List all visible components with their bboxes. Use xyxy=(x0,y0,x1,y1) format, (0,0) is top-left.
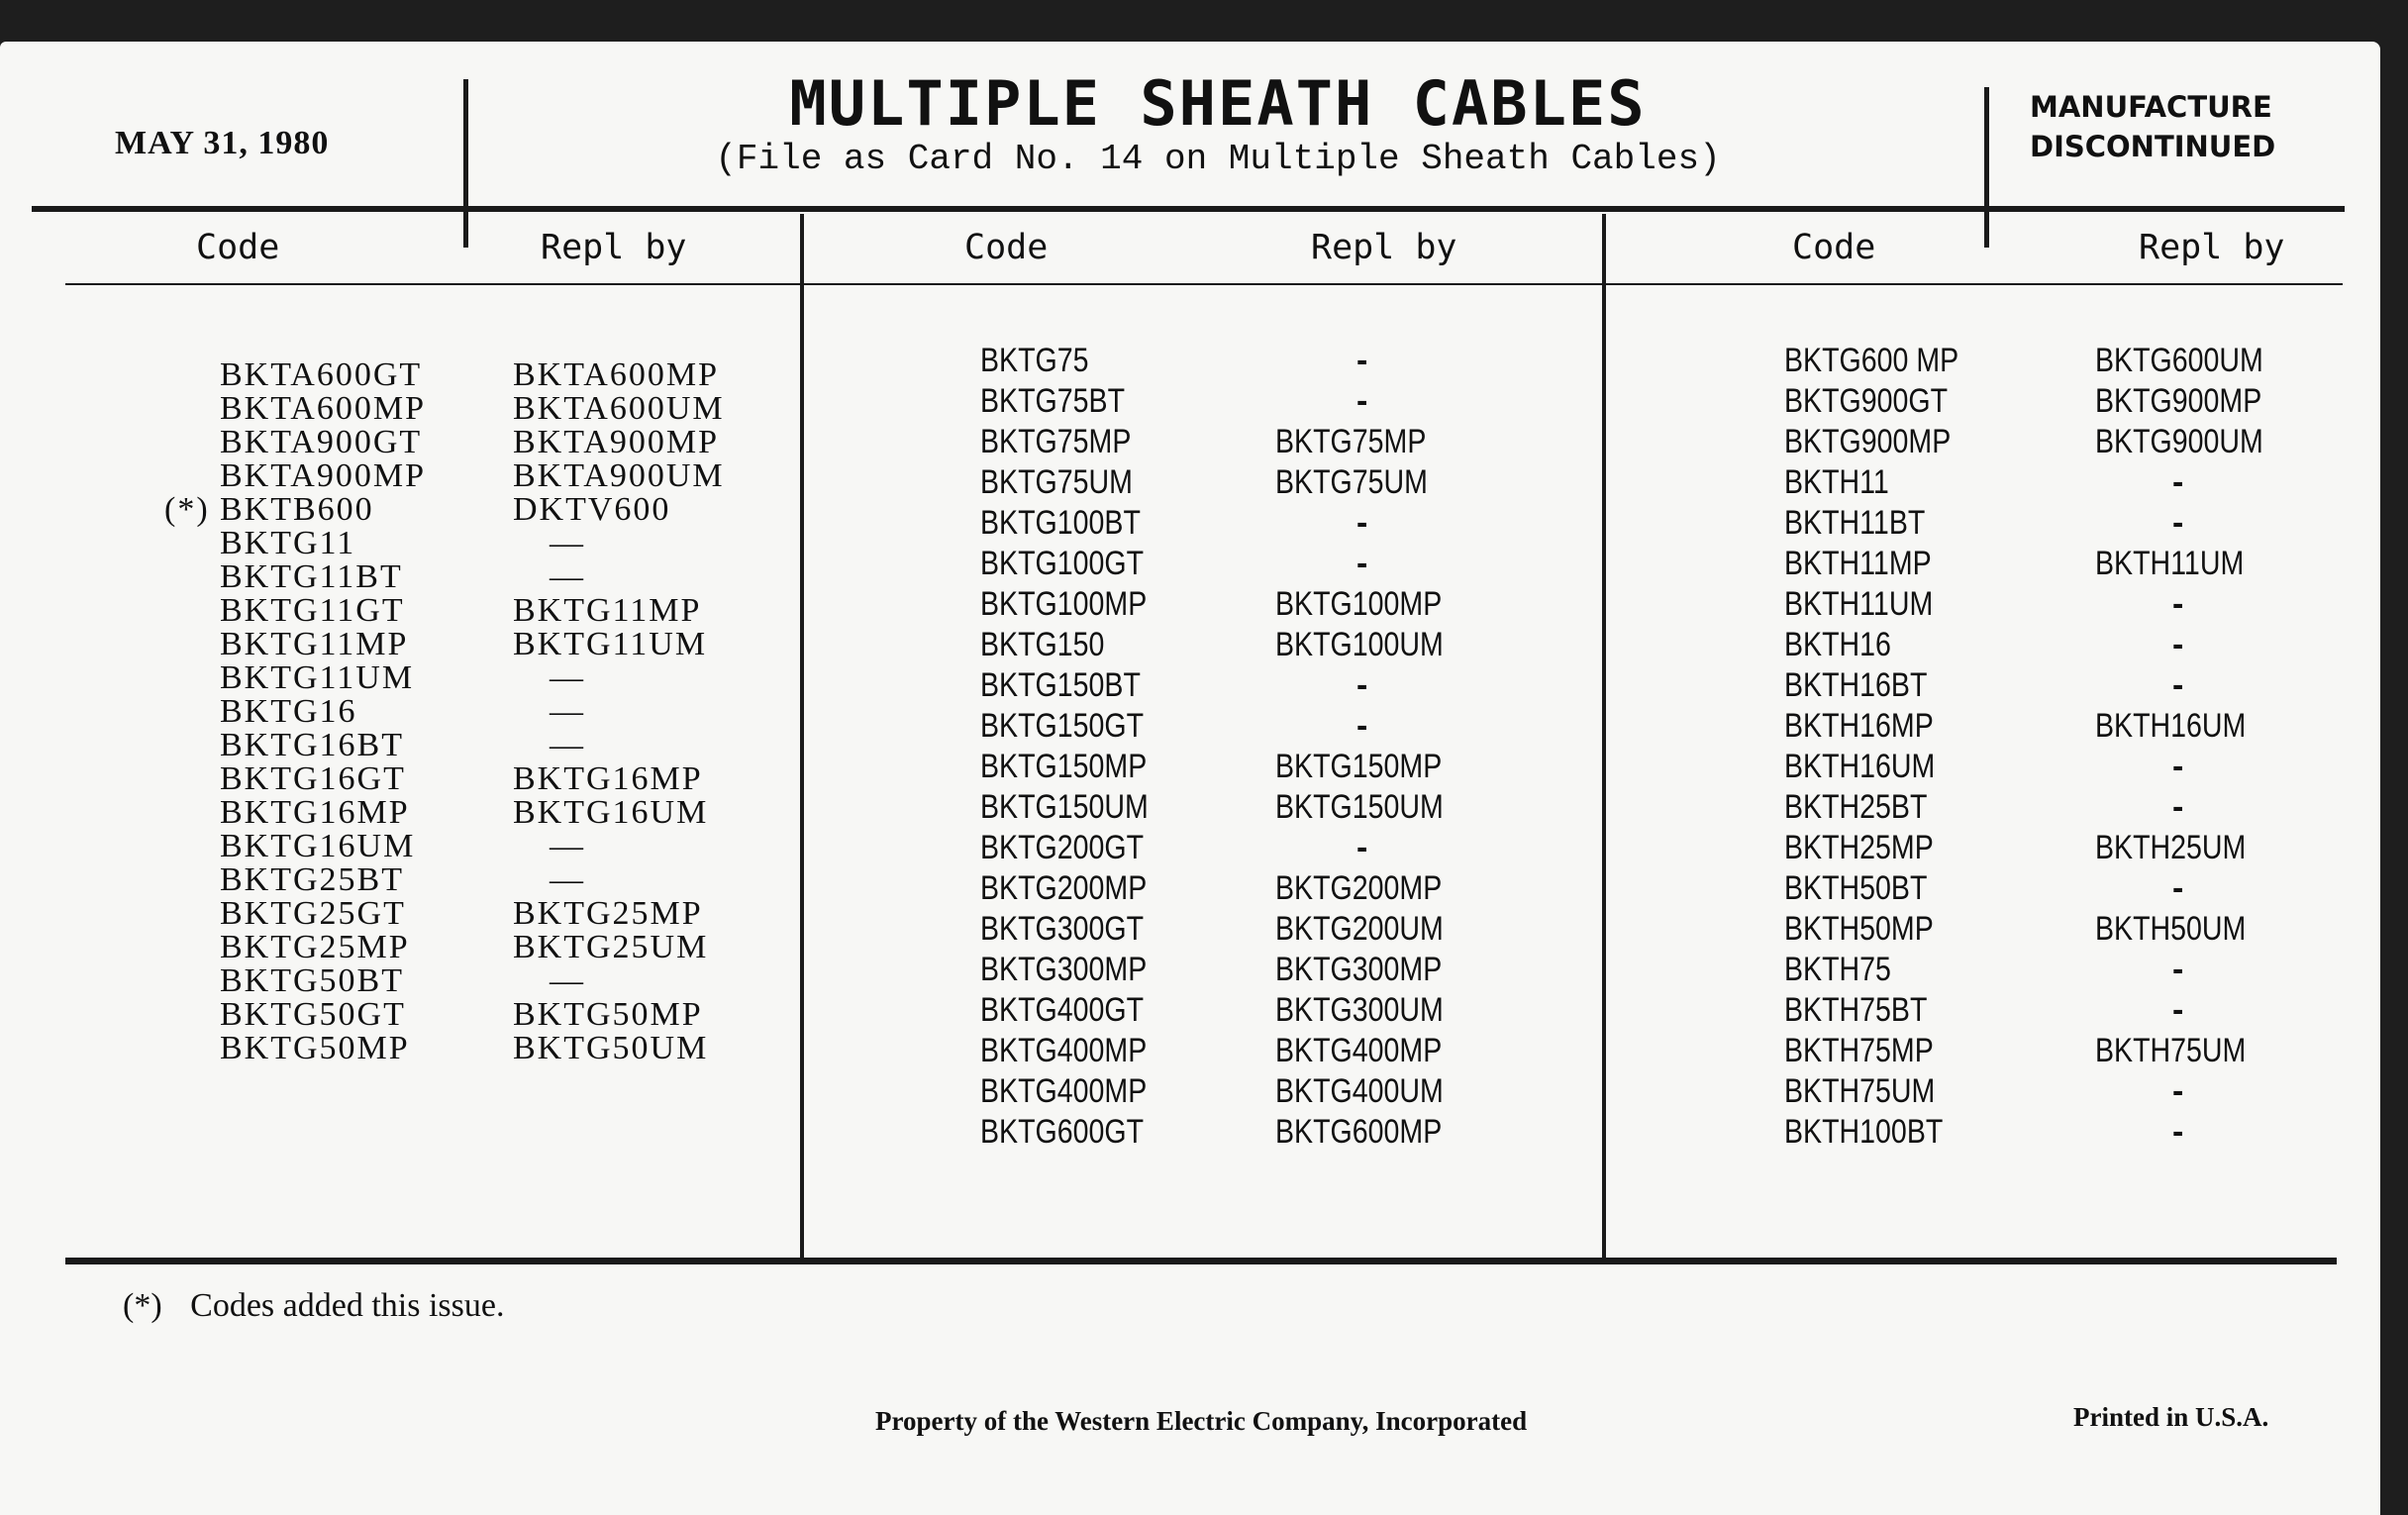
repl-cell: - xyxy=(2172,463,2184,501)
code-cell: BKTB600 xyxy=(220,491,374,528)
header-divider-right xyxy=(1984,87,1989,248)
repl-cell: BKTH25UM xyxy=(2095,829,2247,866)
repl-cell: BKTG11UM xyxy=(513,626,708,662)
repl-cell: BKTA900MP xyxy=(513,424,719,460)
code-cell: BKTG600 MP xyxy=(1784,342,1959,379)
repl-cell: BKTA600UM xyxy=(513,390,725,427)
code-cell: BKTG16GT xyxy=(220,760,406,797)
repl-cell: BKTG600UM xyxy=(2095,342,2263,379)
header-divider-left xyxy=(463,79,468,248)
repl-cell: DKTV600 xyxy=(513,491,671,528)
repl-cell: - xyxy=(1356,707,1368,745)
repl-cell: - xyxy=(1356,342,1368,379)
added-marker: (*) xyxy=(164,491,210,528)
status-note xyxy=(2030,87,2347,166)
repl-cell: BKTH75UM xyxy=(2095,1032,2247,1069)
document-card xyxy=(0,42,2380,1515)
code-cell: BKTG16 xyxy=(220,693,357,730)
page-subtitle: (File as Card No. 14 on Multiple Sheath Cables) xyxy=(715,139,1721,179)
code-cell: BKTA900MP xyxy=(220,457,426,494)
code-cell: BKTG100MP xyxy=(980,585,1148,623)
code-cell: BKTG200MP xyxy=(980,869,1148,907)
repl-cell: BKTG600MP xyxy=(1275,1113,1443,1151)
repl-cell: BKTG100UM xyxy=(1275,626,1444,663)
status-line-2: DISCONTINUED xyxy=(2030,130,2276,163)
code-cell: BKTG75 xyxy=(980,342,1089,379)
code-cell: BKTG400MP xyxy=(980,1032,1148,1069)
code-cell: BKTG50MP xyxy=(220,1030,410,1066)
repl-cell: BKTG200UM xyxy=(1275,910,1444,948)
code-cell: BKTG200GT xyxy=(980,829,1145,866)
repl-cell: — xyxy=(550,659,585,696)
repl-cell: BKTG400MP xyxy=(1275,1032,1443,1069)
code-cell: BKTG11BT xyxy=(220,558,403,595)
col2-code-header: Code xyxy=(964,228,1049,267)
code-cell: BKTH50BT xyxy=(1784,869,1928,907)
col2-repl-header: Repl by xyxy=(1311,228,1457,267)
repl-cell: BKTG900MP xyxy=(2095,382,2262,420)
repl-cell: — xyxy=(550,828,585,864)
code-cell: BKTH16BT xyxy=(1784,666,1928,704)
code-cell: BKTA900GT xyxy=(220,424,423,460)
code-cell: BKTH16UM xyxy=(1784,748,1936,785)
code-cell: BKTG75BT xyxy=(980,382,1126,420)
column-divider-2 xyxy=(1602,214,1606,1263)
issue-date: MAY 31, 1980 xyxy=(115,125,330,161)
code-cell: BKTH100BT xyxy=(1784,1113,1944,1151)
code-cell: BKTH16 xyxy=(1784,626,1891,663)
code-cell: BKTG900MP xyxy=(1784,423,1952,460)
code-cell: BKTG50GT xyxy=(220,996,406,1033)
printed-in-notice: Printed in U.S.A. xyxy=(2073,1402,2269,1432)
code-cell: BKTG400GT xyxy=(980,991,1145,1029)
code-cell: BKTG25MP xyxy=(220,929,410,965)
code-cell: BKTA600MP xyxy=(220,390,426,427)
repl-cell: — xyxy=(550,861,585,898)
code-cell: BKTG150MP xyxy=(980,748,1148,785)
repl-cell: - xyxy=(2172,666,2184,704)
repl-cell: BKTH16UM xyxy=(2095,707,2247,745)
code-cell: BKTG11 xyxy=(220,525,356,561)
repl-cell: — xyxy=(550,962,585,999)
status-line-1: MANUFACTURE xyxy=(2030,90,2272,124)
code-cell: BKTG600GT xyxy=(980,1113,1145,1151)
column-divider-1 xyxy=(800,214,804,1263)
code-cell: BKTH50MP xyxy=(1784,910,1934,948)
repl-cell: BKTG100MP xyxy=(1275,585,1443,623)
code-cell: BKTG50BT xyxy=(220,962,404,999)
code-cell: BKTH25BT xyxy=(1784,788,1928,826)
code-cell: BKTG150 xyxy=(980,626,1105,663)
repl-cell: BKTG300UM xyxy=(1275,991,1444,1029)
code-cell: BKTG11MP xyxy=(220,626,409,662)
code-cell: BKTA600GT xyxy=(220,356,423,393)
repl-cell: BKTH50UM xyxy=(2095,910,2247,948)
code-cell: BKTG11UM xyxy=(220,659,415,696)
repl-cell: — xyxy=(550,525,585,561)
repl-cell: BKTG16MP xyxy=(513,760,703,797)
repl-cell: BKTG300MP xyxy=(1275,951,1443,988)
code-cell: BKTG400MP xyxy=(980,1072,1148,1110)
code-cell: BKTG16BT xyxy=(220,727,404,763)
footnote-marker: (*) xyxy=(123,1287,162,1324)
repl-cell: - xyxy=(2172,788,2184,826)
repl-cell: - xyxy=(2172,1072,2184,1110)
code-cell: BKTG150BT xyxy=(980,666,1141,704)
repl-cell: - xyxy=(2172,951,2184,988)
col3-code-header: Code xyxy=(1792,228,1876,267)
repl-cell: BKTG50MP xyxy=(513,996,703,1033)
repl-cell: - xyxy=(1356,504,1368,542)
table-bottom-rule xyxy=(65,1258,2337,1264)
repl-cell: BKTG11MP xyxy=(513,592,702,629)
code-cell: BKTH25MP xyxy=(1784,829,1934,866)
page-title: MULTIPLE SHEATH CABLES xyxy=(789,67,1647,140)
code-cell: BKTH75UM xyxy=(1784,1072,1936,1110)
header-rule xyxy=(32,206,2345,212)
repl-cell: - xyxy=(2172,748,2184,785)
property-notice: Property of the Western Electric Company, Incorporated xyxy=(875,1406,1528,1436)
repl-cell: - xyxy=(1356,545,1368,582)
col1-repl-header: Repl by xyxy=(541,228,687,267)
repl-cell: - xyxy=(2172,585,2184,623)
code-cell: BKTG16MP xyxy=(220,794,410,831)
column-header-rule xyxy=(65,283,2343,285)
code-cell: BKTG300MP xyxy=(980,951,1148,988)
repl-cell: - xyxy=(2172,504,2184,542)
repl-cell: - xyxy=(1356,829,1368,866)
footnote xyxy=(123,1287,504,1325)
repl-cell: BKTG200MP xyxy=(1275,869,1443,907)
footnote-text: Codes added this issue. xyxy=(190,1287,505,1324)
code-cell: BKTH11MP xyxy=(1784,545,1932,582)
repl-cell: BKTG900UM xyxy=(2095,423,2263,460)
code-cell: BKTG75UM xyxy=(980,463,1133,501)
repl-cell: - xyxy=(2172,1113,2184,1151)
code-cell: BKTG25BT xyxy=(220,861,404,898)
repl-cell: BKTG25MP xyxy=(513,895,703,932)
repl-cell: — xyxy=(550,727,585,763)
code-cell: BKTH75 xyxy=(1784,951,1891,988)
repl-cell: BKTG25UM xyxy=(513,929,709,965)
code-cell: BKTH16MP xyxy=(1784,707,1934,745)
repl-cell: BKTA900UM xyxy=(513,457,725,494)
code-cell: BKTG75MP xyxy=(980,423,1132,460)
repl-cell: BKTG50UM xyxy=(513,1030,709,1066)
repl-cell: BKTG150MP xyxy=(1275,748,1443,785)
repl-cell: BKTA600MP xyxy=(513,356,719,393)
code-cell: BKTG11GT xyxy=(220,592,405,629)
code-cell: BKTG900GT xyxy=(1784,382,1949,420)
repl-cell: BKTG75MP xyxy=(1275,423,1427,460)
code-cell: BKTG300GT xyxy=(980,910,1145,948)
code-cell: BKTG16UM xyxy=(220,828,416,864)
repl-cell: — xyxy=(550,693,585,730)
col1-code-header: Code xyxy=(196,228,280,267)
code-cell: BKTG100BT xyxy=(980,504,1141,542)
col3-repl-header: Repl by xyxy=(2139,228,2285,267)
repl-cell: - xyxy=(1356,382,1368,420)
repl-cell: - xyxy=(2172,626,2184,663)
repl-cell: BKTH11UM xyxy=(2095,545,2245,582)
repl-cell: — xyxy=(550,558,585,595)
code-cell: BKTG100GT xyxy=(980,545,1145,582)
repl-cell: BKTG150UM xyxy=(1275,788,1444,826)
code-cell: BKTG25GT xyxy=(220,895,406,932)
repl-cell: - xyxy=(2172,869,2184,907)
code-cell: BKTH11BT xyxy=(1784,504,1926,542)
repl-cell: BKTG16UM xyxy=(513,794,709,831)
code-cell: BKTH75BT xyxy=(1784,991,1928,1029)
code-cell: BKTH75MP xyxy=(1784,1032,1934,1069)
code-cell: BKTG150UM xyxy=(980,788,1149,826)
code-cell: BKTH11UM xyxy=(1784,585,1934,623)
repl-cell: - xyxy=(2172,991,2184,1029)
repl-cell: BKTG400UM xyxy=(1275,1072,1444,1110)
code-cell: BKTH11 xyxy=(1784,463,1889,501)
repl-cell: - xyxy=(1356,666,1368,704)
code-cell: BKTG150GT xyxy=(980,707,1145,745)
repl-cell: BKTG75UM xyxy=(1275,463,1428,501)
